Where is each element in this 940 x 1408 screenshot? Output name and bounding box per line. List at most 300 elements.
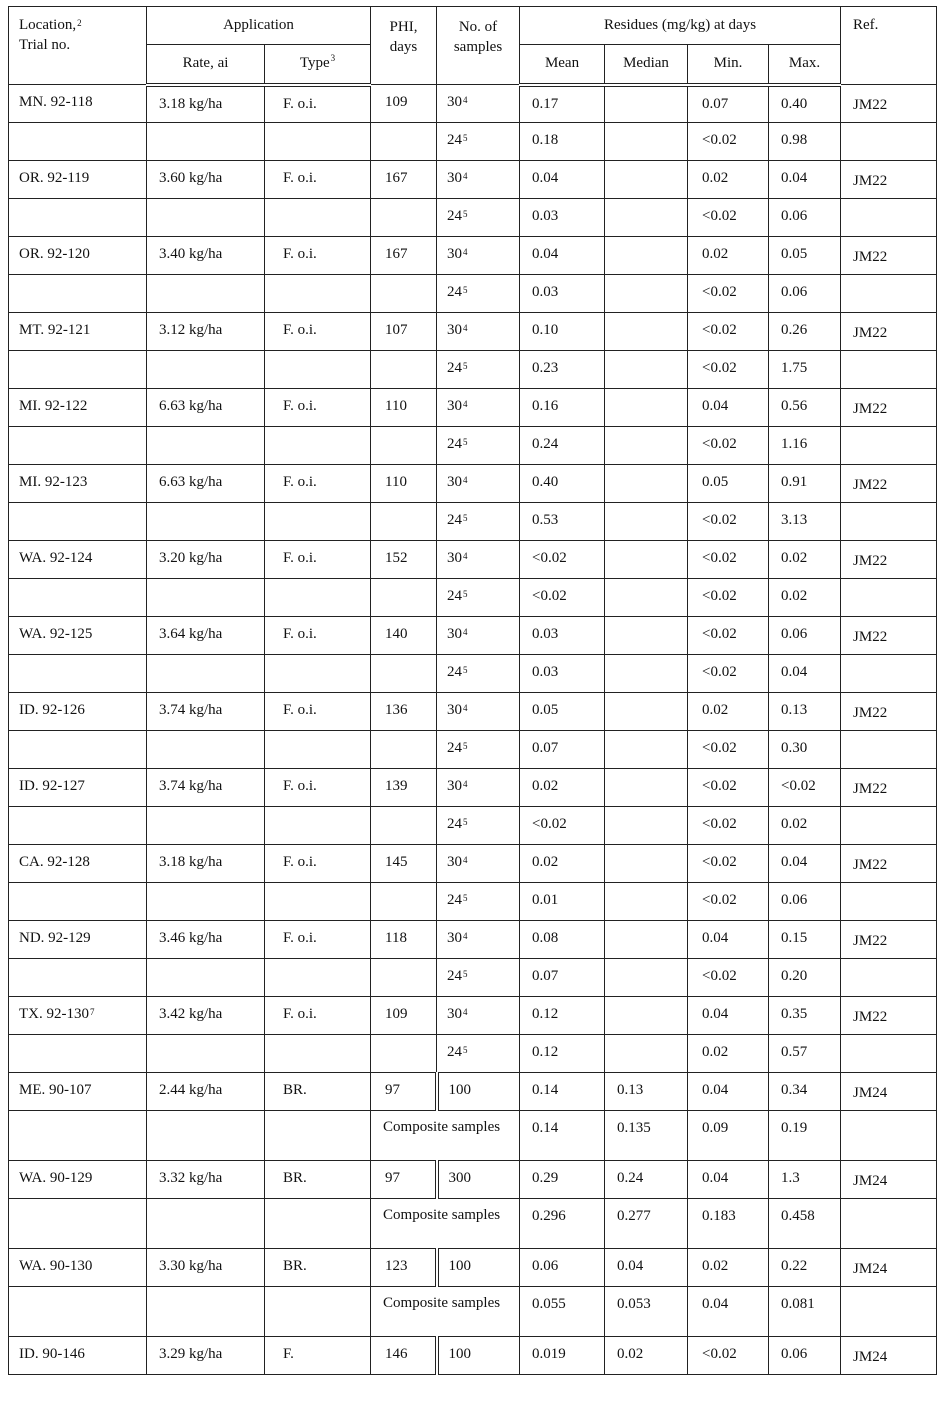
header-phi: PHI, days bbox=[371, 7, 437, 85]
cell-median bbox=[605, 731, 688, 769]
cell-samples bbox=[437, 807, 520, 845]
cell-min-text: 0.04 bbox=[702, 1082, 729, 1098]
cell-phi bbox=[371, 997, 437, 1035]
cell-type-text: F. o.i. bbox=[283, 626, 317, 642]
cell-type bbox=[265, 731, 371, 769]
cell-max-text: 0.458 bbox=[781, 1208, 815, 1224]
cell-median bbox=[605, 1337, 688, 1375]
cell-min bbox=[688, 921, 769, 959]
cell-median bbox=[605, 1287, 688, 1337]
cell-median-text: 0.053 bbox=[617, 1296, 651, 1312]
cell-mean-text: 0.12 bbox=[532, 1006, 559, 1022]
cell-min bbox=[688, 693, 769, 731]
table-row bbox=[9, 617, 937, 655]
cell-ref bbox=[841, 1337, 937, 1375]
cell-median-text: 0.24 bbox=[617, 1170, 644, 1186]
cell-type bbox=[265, 389, 371, 427]
cell-rate bbox=[147, 845, 265, 883]
table-row bbox=[9, 997, 937, 1035]
cell-samples bbox=[437, 883, 520, 921]
header-location: Location,$^2$ Trial no. bbox=[9, 7, 147, 85]
cell-location-text: WA. 90-130 bbox=[19, 1258, 93, 1274]
cell-rate-text: 3.18 kg/ha bbox=[159, 854, 223, 870]
table-body bbox=[9, 85, 937, 1375]
cell-max bbox=[769, 427, 841, 465]
cell-min bbox=[688, 845, 769, 883]
cell-ref-text: JM22 bbox=[853, 1009, 888, 1025]
cell-max-text: 0.15 bbox=[781, 930, 808, 946]
table-row bbox=[9, 389, 937, 427]
cell-median bbox=[605, 1161, 688, 1199]
cell-min bbox=[688, 275, 769, 313]
header-min: Min. bbox=[688, 45, 769, 85]
cell-ref bbox=[841, 655, 937, 693]
cell-min bbox=[688, 1161, 769, 1199]
cell-rate bbox=[147, 617, 265, 655]
cell-mean-text: 0.08 bbox=[532, 930, 559, 946]
cell-phi bbox=[371, 845, 437, 883]
cell-mean bbox=[520, 1337, 605, 1375]
cell-location bbox=[9, 1161, 147, 1199]
cell-max bbox=[769, 883, 841, 921]
cell-phi-text: 152 bbox=[385, 550, 408, 566]
table-row bbox=[9, 313, 937, 351]
cell-min-text: <0.02 bbox=[702, 550, 737, 566]
cell-max-text: <0.02 bbox=[781, 778, 816, 794]
cell-phi bbox=[371, 85, 437, 123]
cell-min bbox=[688, 465, 769, 503]
cell-phi-text: 123 bbox=[385, 1258, 408, 1274]
cell-min-text: 0.04 bbox=[702, 398, 729, 414]
header-max: Max. bbox=[769, 45, 841, 85]
cell-ref-text: JM22 bbox=[853, 857, 888, 873]
cell-mean-text: 0.07 bbox=[532, 968, 559, 984]
cell-min bbox=[688, 883, 769, 921]
cell-samples-text: 30 bbox=[447, 626, 463, 642]
cell-ref-text: JM24 bbox=[853, 1173, 888, 1189]
cell-rate bbox=[147, 351, 265, 389]
cell-samples-text: 24 bbox=[447, 1044, 463, 1060]
cell-rate bbox=[147, 1161, 265, 1199]
cell-max-text: 0.02 bbox=[781, 816, 808, 832]
cell-median bbox=[605, 921, 688, 959]
header-rate: Rate, ai bbox=[147, 45, 265, 85]
cell-phi-text: 140 bbox=[385, 626, 408, 642]
cell-rate bbox=[147, 1249, 265, 1287]
cell-samples-footnote: 4 bbox=[463, 779, 468, 789]
header-samples: No. of samples bbox=[437, 7, 520, 85]
cell-max bbox=[769, 199, 841, 237]
cell-phi-text: 136 bbox=[385, 702, 408, 718]
cell-type-text: F. o.i. bbox=[283, 930, 317, 946]
cell-samples-text: 30 bbox=[447, 246, 463, 262]
cell-location-text: ID. 92-126 bbox=[19, 702, 85, 718]
cell-location bbox=[9, 351, 147, 389]
cell-max-text: 0.04 bbox=[781, 170, 808, 186]
cell-max-text: 0.26 bbox=[781, 322, 808, 338]
cell-samples bbox=[437, 1161, 520, 1199]
table-row bbox=[9, 1199, 937, 1249]
residue-table bbox=[8, 6, 937, 1375]
table-row bbox=[9, 1035, 937, 1073]
cell-samples bbox=[437, 921, 520, 959]
cell-median bbox=[605, 85, 688, 123]
cell-rate-text: 6.63 kg/ha bbox=[159, 398, 223, 414]
cell-location-text: WA. 92-124 bbox=[19, 550, 93, 566]
cell-type bbox=[265, 883, 371, 921]
cell-phi bbox=[371, 541, 437, 579]
cell-samples-text: 24 bbox=[447, 436, 463, 452]
cell-type bbox=[265, 351, 371, 389]
cell-type bbox=[265, 1073, 371, 1111]
cell-phi-text: 146 bbox=[385, 1346, 408, 1362]
cell-ref bbox=[841, 389, 937, 427]
cell-phi bbox=[371, 427, 437, 465]
cell-median bbox=[605, 123, 688, 161]
cell-rate-text: 3.30 kg/ha bbox=[159, 1258, 223, 1274]
cell-max-text: 0.06 bbox=[781, 892, 808, 908]
cell-rate-text: 3.12 kg/ha bbox=[159, 322, 223, 338]
header-type: Type$^3$ bbox=[265, 45, 371, 85]
cell-samples-text: 30 bbox=[447, 398, 463, 414]
cell-min-text: <0.02 bbox=[702, 512, 737, 528]
cell-phi bbox=[371, 465, 437, 503]
cell-max-text: 0.22 bbox=[781, 1258, 808, 1274]
cell-max-text: 0.40 bbox=[781, 95, 808, 112]
cell-rate-text: 3.20 kg/ha bbox=[159, 550, 223, 566]
cell-max-text: 0.04 bbox=[781, 854, 808, 870]
cell-samples-footnote: 5 bbox=[463, 589, 468, 599]
cell-composite bbox=[371, 1111, 520, 1161]
table-row bbox=[9, 351, 937, 389]
cell-samples-footnote: 4 bbox=[463, 323, 468, 333]
cell-phi bbox=[371, 123, 437, 161]
cell-min bbox=[688, 1199, 769, 1249]
cell-phi bbox=[371, 1161, 437, 1199]
cell-samples bbox=[437, 617, 520, 655]
cell-location-text: OR. 92-119 bbox=[19, 170, 90, 186]
cell-max-text: 0.02 bbox=[781, 588, 808, 604]
cell-min bbox=[688, 1111, 769, 1161]
cell-samples-text: 100 bbox=[448, 1346, 472, 1362]
cell-location-text: MT. 92-121 bbox=[19, 322, 91, 338]
cell-samples-footnote: 5 bbox=[463, 209, 468, 219]
cell-samples-text: 24 bbox=[447, 132, 463, 148]
cell-rate bbox=[147, 1073, 265, 1111]
cell-max bbox=[769, 1337, 841, 1375]
cell-max-text: 0.04 bbox=[781, 664, 808, 680]
cell-samples-footnote: 5 bbox=[463, 437, 468, 447]
cell-min bbox=[688, 1337, 769, 1375]
header-application: Application bbox=[147, 7, 371, 45]
cell-ref bbox=[841, 693, 937, 731]
cell-median bbox=[605, 693, 688, 731]
cell-type bbox=[265, 1337, 371, 1375]
cell-mean bbox=[520, 199, 605, 237]
header-residues: Residues (mg/kg) at days bbox=[520, 7, 841, 45]
cell-median bbox=[605, 1199, 688, 1249]
cell-median bbox=[605, 1035, 688, 1073]
cell-max bbox=[769, 161, 841, 199]
cell-rate bbox=[147, 1337, 265, 1375]
cell-median bbox=[605, 959, 688, 997]
cell-max-text: 0.13 bbox=[781, 702, 808, 718]
cell-min bbox=[688, 617, 769, 655]
cell-mean-text: 0.296 bbox=[532, 1208, 566, 1224]
cell-min bbox=[688, 427, 769, 465]
cell-samples-footnote: 5 bbox=[463, 665, 468, 675]
cell-max bbox=[769, 1287, 841, 1337]
header-median: Median bbox=[605, 45, 688, 85]
cell-min bbox=[688, 85, 769, 123]
cell-mean bbox=[520, 693, 605, 731]
cell-max-text: 0.081 bbox=[781, 1296, 815, 1312]
table-row bbox=[9, 845, 937, 883]
cell-rate bbox=[147, 1287, 265, 1337]
cell-composite bbox=[371, 1199, 520, 1249]
cell-samples-text: 30 bbox=[447, 322, 463, 338]
cell-samples-text: 30 bbox=[447, 854, 463, 870]
cell-mean-text: 0.019 bbox=[532, 1346, 566, 1362]
cell-mean-text: 0.03 bbox=[532, 664, 559, 680]
table-row bbox=[9, 883, 937, 921]
cell-max bbox=[769, 731, 841, 769]
cell-rate-text: 3.46 kg/ha bbox=[159, 930, 223, 946]
cell-mean-text: 0.23 bbox=[532, 360, 559, 376]
cell-mean-text: 0.03 bbox=[532, 284, 559, 300]
cell-phi bbox=[371, 693, 437, 731]
cell-min-text: 0.04 bbox=[702, 1006, 729, 1022]
cell-min bbox=[688, 579, 769, 617]
cell-composite bbox=[371, 1287, 520, 1337]
cell-rate bbox=[147, 85, 265, 123]
cell-mean bbox=[520, 883, 605, 921]
cell-location-text: CA. 92-128 bbox=[19, 854, 90, 870]
cell-min bbox=[688, 389, 769, 427]
cell-samples bbox=[437, 389, 520, 427]
cell-phi-text: 139 bbox=[385, 778, 408, 794]
cell-max bbox=[769, 845, 841, 883]
cell-max-text: 3.13 bbox=[781, 512, 808, 528]
cell-mean bbox=[520, 85, 605, 123]
cell-location-text: WA. 90-129 bbox=[19, 1170, 93, 1186]
cell-phi bbox=[371, 883, 437, 921]
cell-ref-text: JM22 bbox=[853, 249, 888, 265]
cell-rate-text: 3.32 kg/ha bbox=[159, 1170, 223, 1186]
cell-samples bbox=[437, 275, 520, 313]
cell-rate bbox=[147, 959, 265, 997]
cell-max-text: 0.19 bbox=[781, 1120, 808, 1136]
cell-location bbox=[9, 1035, 147, 1073]
cell-samples-text: 30 bbox=[447, 702, 463, 718]
cell-min bbox=[688, 731, 769, 769]
cell-samples bbox=[437, 1249, 520, 1287]
cell-location bbox=[9, 1073, 147, 1111]
cell-mean bbox=[520, 503, 605, 541]
cell-type-text: F. o.i. bbox=[283, 702, 317, 718]
cell-rate bbox=[147, 427, 265, 465]
cell-samples-text: 30 bbox=[447, 1006, 463, 1022]
cell-phi bbox=[371, 731, 437, 769]
cell-max-text: 0.06 bbox=[781, 1346, 808, 1362]
cell-phi-text: 110 bbox=[385, 398, 407, 414]
cell-min-text: 0.02 bbox=[702, 1044, 729, 1060]
cell-type bbox=[265, 465, 371, 503]
header-mean: Mean bbox=[520, 45, 605, 85]
cell-ref bbox=[841, 731, 937, 769]
cell-mean-text: 0.05 bbox=[532, 702, 559, 718]
cell-mean-text: 0.01 bbox=[532, 892, 559, 908]
cell-min-text: <0.02 bbox=[702, 664, 737, 680]
cell-rate bbox=[147, 465, 265, 503]
cell-max-text: 1.3 bbox=[781, 1170, 800, 1186]
cell-type bbox=[265, 997, 371, 1035]
cell-type-text: BR. bbox=[283, 1258, 307, 1274]
cell-samples-text: 100 bbox=[448, 1258, 472, 1274]
cell-mean bbox=[520, 1161, 605, 1199]
cell-samples bbox=[437, 655, 520, 693]
cell-phi bbox=[371, 503, 437, 541]
cell-rate bbox=[147, 313, 265, 351]
cell-min bbox=[688, 1035, 769, 1073]
cell-location bbox=[9, 769, 147, 807]
cell-min-text: <0.02 bbox=[702, 740, 737, 756]
cell-mean bbox=[520, 351, 605, 389]
cell-location bbox=[9, 237, 147, 275]
cell-phi bbox=[371, 389, 437, 427]
cell-ref bbox=[841, 1199, 937, 1249]
cell-type bbox=[265, 123, 371, 161]
cell-ref bbox=[841, 275, 937, 313]
cell-samples bbox=[437, 199, 520, 237]
cell-type-text: F. o.i. bbox=[283, 95, 317, 112]
cell-median bbox=[605, 351, 688, 389]
cell-ref bbox=[841, 845, 937, 883]
cell-samples-text: 100 bbox=[448, 1082, 472, 1098]
cell-min-text: 0.04 bbox=[702, 1296, 729, 1312]
cell-rate bbox=[147, 503, 265, 541]
table-row bbox=[9, 237, 937, 275]
cell-min bbox=[688, 313, 769, 351]
cell-max bbox=[769, 1249, 841, 1287]
cell-mean-text: <0.02 bbox=[532, 816, 567, 832]
cell-samples-text: 30 bbox=[447, 550, 463, 566]
cell-samples-footnote: 4 bbox=[463, 551, 468, 561]
cell-mean-text: 0.03 bbox=[532, 626, 559, 642]
cell-min-text: <0.02 bbox=[702, 322, 737, 338]
cell-samples bbox=[437, 541, 520, 579]
cell-min-text: 0.183 bbox=[702, 1208, 736, 1224]
cell-rate bbox=[147, 883, 265, 921]
cell-max bbox=[769, 541, 841, 579]
cell-location bbox=[9, 617, 147, 655]
cell-min-text: 0.02 bbox=[702, 170, 729, 186]
cell-max bbox=[769, 959, 841, 997]
cell-phi-text: 110 bbox=[385, 474, 407, 490]
cell-samples-footnote: 4 bbox=[463, 171, 468, 181]
cell-min-text: <0.02 bbox=[702, 436, 737, 452]
cell-type bbox=[265, 1199, 371, 1249]
cell-samples bbox=[437, 161, 520, 199]
cell-rate-text: 3.42 kg/ha bbox=[159, 1006, 223, 1022]
cell-location-text: WA. 92-125 bbox=[19, 626, 93, 642]
cell-samples bbox=[437, 845, 520, 883]
cell-max bbox=[769, 807, 841, 845]
cell-mean bbox=[520, 541, 605, 579]
cell-rate bbox=[147, 161, 265, 199]
cell-samples-footnote: 5 bbox=[463, 741, 468, 751]
cell-samples-text: 24 bbox=[447, 588, 463, 604]
cell-rate bbox=[147, 693, 265, 731]
cell-ref bbox=[841, 237, 937, 275]
cell-phi-text: 167 bbox=[385, 170, 408, 186]
cell-max bbox=[769, 1073, 841, 1111]
table-row bbox=[9, 199, 937, 237]
cell-phi bbox=[371, 1249, 437, 1287]
cell-ref bbox=[841, 883, 937, 921]
cell-mean-text: 0.10 bbox=[532, 322, 559, 338]
cell-samples-footnote: 5 bbox=[463, 969, 468, 979]
cell-samples bbox=[437, 693, 520, 731]
cell-ref-text: JM22 bbox=[853, 173, 888, 189]
cell-min bbox=[688, 997, 769, 1035]
cell-phi-text: 107 bbox=[385, 322, 408, 338]
cell-ref bbox=[841, 351, 937, 389]
cell-samples-footnote: 5 bbox=[463, 361, 468, 371]
cell-rate-text: 6.63 kg/ha bbox=[159, 474, 223, 490]
cell-location-text: ID. 90-146 bbox=[19, 1346, 85, 1362]
cell-samples-text: 24 bbox=[447, 512, 463, 528]
cell-min-text: <0.02 bbox=[702, 626, 737, 642]
cell-rate bbox=[147, 237, 265, 275]
cell-phi bbox=[371, 579, 437, 617]
cell-median bbox=[605, 769, 688, 807]
cell-location-text: ND. 92-129 bbox=[19, 930, 91, 946]
cell-location-text: ME. 90-107 bbox=[19, 1082, 92, 1098]
cell-mean-text: <0.02 bbox=[532, 588, 567, 604]
cell-max-text: 0.05 bbox=[781, 246, 808, 262]
cell-phi bbox=[371, 1337, 437, 1375]
cell-phi bbox=[371, 1073, 437, 1111]
cell-median bbox=[605, 313, 688, 351]
cell-min-text: <0.02 bbox=[702, 854, 737, 870]
table-row bbox=[9, 1073, 937, 1111]
cell-type bbox=[265, 845, 371, 883]
cell-rate-text: 3.74 kg/ha bbox=[159, 702, 223, 718]
cell-mean bbox=[520, 427, 605, 465]
cell-samples-footnote: 4 bbox=[463, 95, 468, 105]
table-row bbox=[9, 959, 937, 997]
cell-samples bbox=[437, 313, 520, 351]
cell-mean-text: 0.03 bbox=[532, 208, 559, 224]
cell-type bbox=[265, 1035, 371, 1073]
cell-min bbox=[688, 1287, 769, 1337]
cell-max bbox=[769, 1035, 841, 1073]
cell-samples-text: 24 bbox=[447, 284, 463, 300]
cell-samples-footnote: 5 bbox=[463, 285, 468, 295]
cell-median bbox=[605, 237, 688, 275]
cell-type bbox=[265, 313, 371, 351]
cell-type-text: F. bbox=[283, 1346, 294, 1362]
cell-median-text: 0.04 bbox=[617, 1258, 644, 1274]
cell-type bbox=[265, 655, 371, 693]
cell-phi-text: 118 bbox=[385, 930, 407, 946]
cell-type-text: F. o.i. bbox=[283, 474, 317, 490]
cell-ref bbox=[841, 123, 937, 161]
cell-max bbox=[769, 123, 841, 161]
table-row bbox=[9, 503, 937, 541]
cell-max-text: 0.98 bbox=[781, 132, 808, 148]
